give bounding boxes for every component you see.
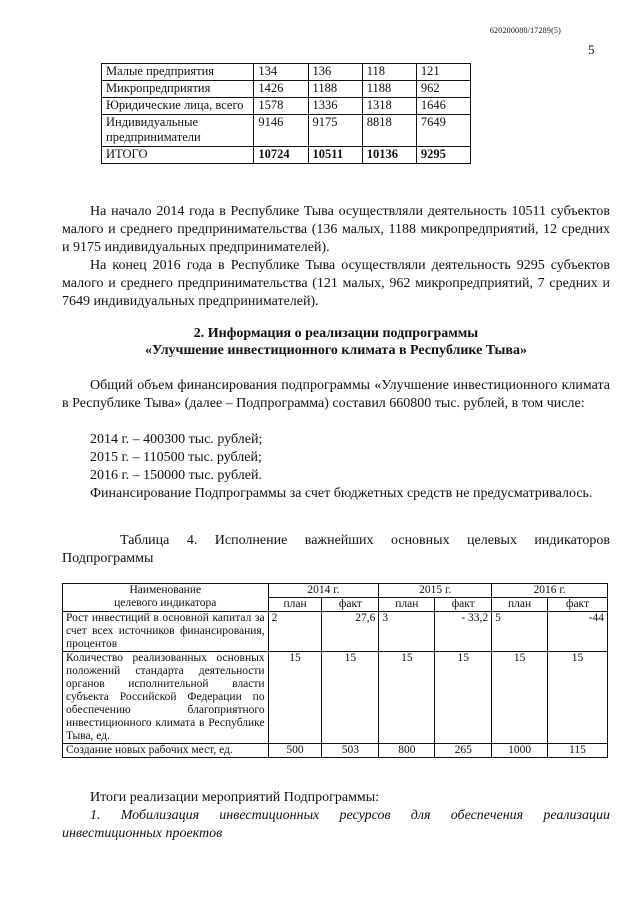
cell-value: 1000 <box>492 744 548 758</box>
funding-2014: 2014 г. – 400300 тыс. рублей; <box>90 432 263 447</box>
header-year-2015: 2015 г. <box>379 584 492 598</box>
cell-value: 9175 <box>308 115 362 147</box>
cell-value: 121 <box>416 64 470 81</box>
row-label: Юридические лица, всего <box>102 98 254 115</box>
cell-value: 115 <box>548 744 608 758</box>
cell-value: 10724 <box>254 147 308 164</box>
cell-value: 118 <box>362 64 416 81</box>
page-number: 5 <box>588 42 595 57</box>
cell-value: 962 <box>416 81 470 98</box>
header-plan: план <box>268 598 322 612</box>
budget-note: Финансирование Подпрограммы за счет бюджетных средств не предусматривалось. <box>90 486 593 501</box>
cell-value: 10136 <box>362 147 416 164</box>
cell-value: 5 <box>492 612 548 652</box>
cell-value: 1646 <box>416 98 470 115</box>
section-subheading: «Улучшение инвестиционного климата в Республике Тыва» <box>145 343 527 358</box>
header-indicator-name: Наименование целевого индикатора <box>63 584 269 612</box>
indicator-name: Создание новых рабочих мест, ед. <box>63 744 269 758</box>
results-item: 1. Мобилизация инвестиционных ресурсов для обеспечения реализации инвестиционных проектов <box>62 808 610 841</box>
funding-intro: Общий объем финансирования подпрограммы «Улучшение инвестиционного климата в Республике Тыва» (далее – Подпрограмма) составил 660800 тыс. рублей, в том числе: <box>62 378 610 411</box>
cell-value: 2 <box>268 612 322 652</box>
table-header-row <box>63 584 608 598</box>
cell-value: 1336 <box>308 98 362 115</box>
cell-value: 3 <box>379 612 435 652</box>
table-row <box>102 98 471 115</box>
table-row-total <box>102 147 471 164</box>
cell-value: 1188 <box>362 81 416 98</box>
paragraph-end-2016: На конец 2016 года в Республике Тыва осуществляли деятельность 9295 субъектов малого и среднего предпринимательства (121 малых, 962 микропредприятий, 7 средних и 7649 индивидуальных предпринимателей). <box>62 258 610 309</box>
document-id: 620200080/17289(5) <box>489 26 561 35</box>
table-row <box>102 64 471 81</box>
indicator-name: Рост инвестиций в основной капитал за счет всех источников финансирования, процентов <box>63 612 269 652</box>
cell-value: 27,6 <box>322 612 379 652</box>
cell-value: 9146 <box>254 115 308 147</box>
table4-caption: Таблица 4. Исполнение важнейших основных целевых индикаторов Подпрограммы <box>62 533 610 566</box>
cell-value: 1426 <box>254 81 308 98</box>
header-year-2016: 2016 г. <box>492 584 608 598</box>
paragraph-start-2014: На начало 2014 года в Республике Тыва осуществляли деятельность 10511 субъектов малого и среднего предпринимательства (136 малых, 1188 микропредприятий, 12 средних и 9175 индивидуальных предпринимателей). <box>62 204 610 255</box>
cell-value: -44 <box>548 612 608 652</box>
table-row <box>102 115 471 147</box>
header-fact: факт <box>322 598 379 612</box>
cell-value: 10511 <box>308 147 362 164</box>
cell-value: 15 <box>548 652 608 744</box>
cell-value: 500 <box>268 744 322 758</box>
cell-value: - 33,2 <box>435 612 492 652</box>
indicator-name: Количество реализованных основных положений стандарта деятельности органов исполнительной власти субъекта Российской Федерации по обеспечению благоприятного инвестиционного климата в Республике Тыва, ед. <box>63 652 269 744</box>
header-fact: факт <box>548 598 608 612</box>
cell-value: 15 <box>268 652 322 744</box>
header-fact: факт <box>435 598 492 612</box>
header-plan: план <box>379 598 435 612</box>
sme-count-table <box>101 63 471 164</box>
row-label: ИТОГО <box>102 147 254 164</box>
header-plan: план <box>492 598 548 612</box>
table-row <box>63 744 608 758</box>
cell-value: 503 <box>322 744 379 758</box>
cell-value: 9295 <box>416 147 470 164</box>
row-label: Малые предприятия <box>102 64 254 81</box>
table-row <box>102 81 471 98</box>
cell-value: 7649 <box>416 115 470 147</box>
funding-2015: 2015 г. – 110500 тыс. рублей; <box>90 450 262 465</box>
cell-value: 1188 <box>308 81 362 98</box>
section-heading: 2. Информация о реализации подпрограммы <box>193 326 479 341</box>
results-title: Итоги реализации мероприятий Подпрограммы: <box>90 790 380 805</box>
cell-value: 1318 <box>362 98 416 115</box>
row-label: Индивидуальные предприниматели <box>102 115 254 147</box>
table-row <box>63 612 608 652</box>
cell-value: 134 <box>254 64 308 81</box>
cell-value: 1578 <box>254 98 308 115</box>
cell-value: 15 <box>435 652 492 744</box>
indicators-table <box>62 583 608 758</box>
cell-value: 136 <box>308 64 362 81</box>
row-label: Микропредприятия <box>102 81 254 98</box>
table-row <box>63 652 608 744</box>
cell-value: 15 <box>492 652 548 744</box>
cell-value: 265 <box>435 744 492 758</box>
funding-2016: 2016 г. – 150000 тыс. рублей. <box>90 468 262 483</box>
cell-value: 15 <box>322 652 379 744</box>
cell-value: 8818 <box>362 115 416 147</box>
cell-value: 15 <box>379 652 435 744</box>
cell-value: 800 <box>379 744 435 758</box>
header-year-2014: 2014 г. <box>268 584 379 598</box>
